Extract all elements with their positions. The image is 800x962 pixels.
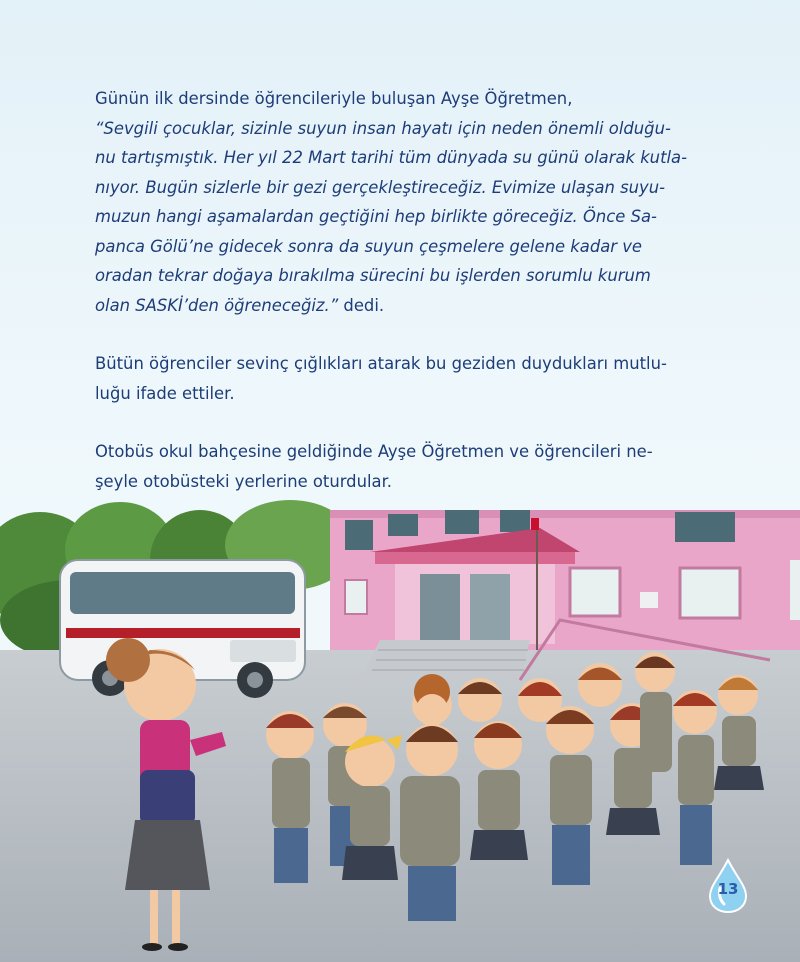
paragraph-3: [95, 437, 707, 496]
page-number-badge: [706, 858, 750, 914]
story-text: [95, 84, 707, 525]
quote-line: oradan tekrar doğaya bırakılma sürecini bu işlerden sorumlu kurum: [95, 266, 651, 285]
quote-line: nu tartışmıştık. Her yıl 22 Mart tarihi tüm dünyada su günü olarak kutla-: [95, 148, 688, 167]
outro-text: dedi.: [338, 295, 385, 315]
text-line: şeyle otobüsteki yerlerine oturdular.: [95, 471, 393, 491]
page-number: 13: [717, 880, 739, 898]
paragraph-1: [95, 84, 707, 320]
quote-line: muzun hangi aşamalardan geçtiğini hep birlikte göreceğiz. Önce Sa-: [95, 207, 657, 226]
intro-line: Günün ilk dersinde öğrencileriyle buluşan Ayşe Öğretmen,: [95, 89, 573, 108]
quote-line: olan SASKİ’den öğreneceğiz.”: [95, 295, 339, 315]
text-line: Bütün öğrenciler sevinç çığlıkları atarak bu geziden duydukları mutlu-: [95, 354, 667, 373]
quote-line: panca Gölü’ne gidecek sonra da suyun çeşmelere gelene kadar ve: [95, 236, 643, 256]
school-yard-illustration: [0, 500, 800, 962]
paragraph-2: [95, 349, 707, 408]
text-line: luğu ifade ettiler.: [95, 383, 235, 403]
text-line: Otobüs okul bahçesine geldiğinde Ayşe Öğretmen ve öğrencileri ne-: [95, 442, 653, 461]
quote-line: “Sevgili çocuklar, sizinle suyun insan hayatı için neden önemli olduğu-: [95, 118, 671, 138]
quote-line: nıyor. Bugün sizlerle bir gezi gerçekleştireceğiz. Evimize ulaşan suyu-: [95, 177, 666, 197]
